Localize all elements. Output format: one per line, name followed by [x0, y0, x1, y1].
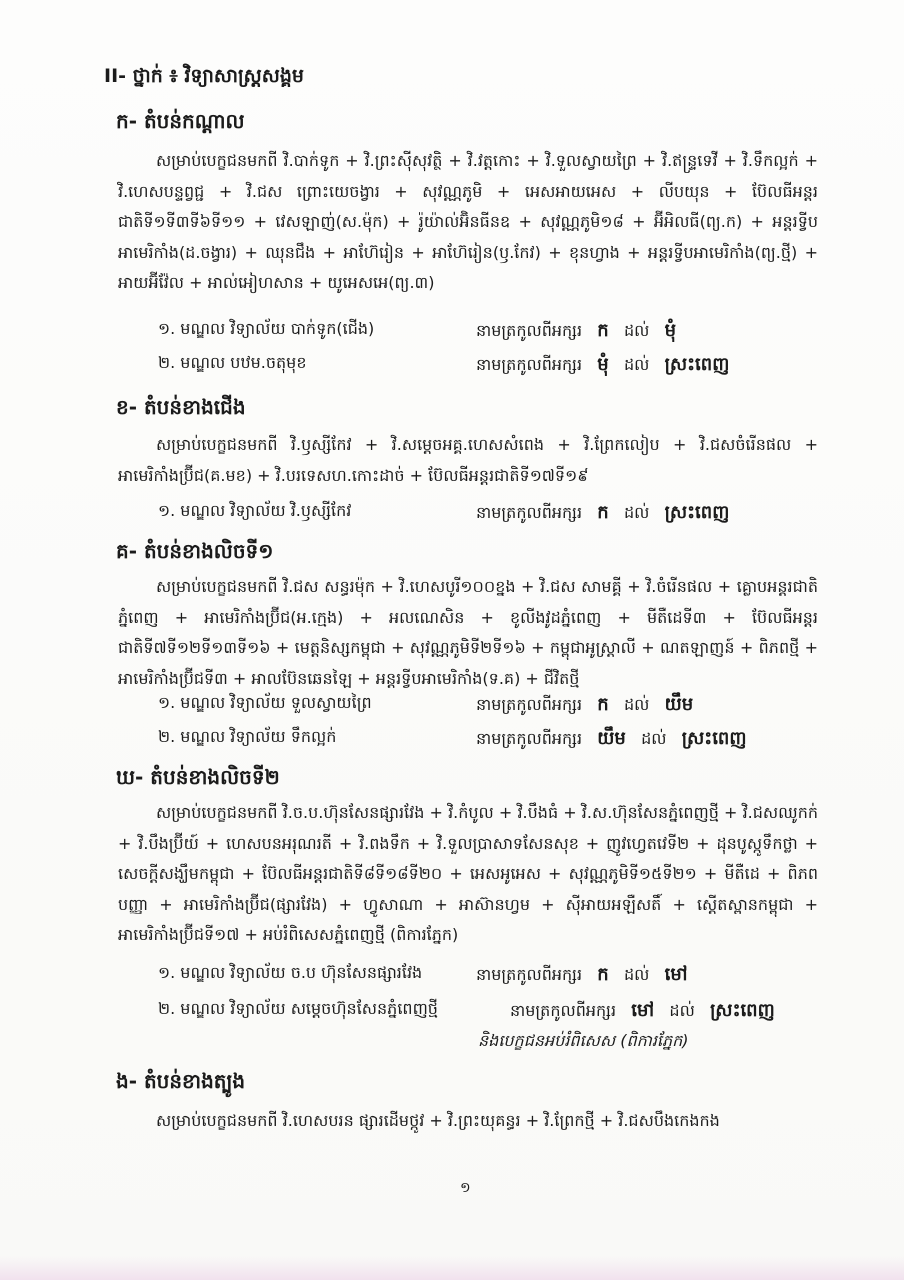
surname-range: នាមត្រកូលពីអក្សរ ក ដល់ មៅ	[476, 964, 688, 985]
surname-range: នាមត្រកូលពីអក្សរ ក ដល់ យឹម	[476, 694, 694, 715]
section-intro-west-2	[118, 798, 818, 951]
center-name: ១. មណ្ឌល វិទ្យាល័យ បាក់ទូក(ជើង)	[158, 319, 375, 338]
intro-label: សម្រាប់បេក្ខជនមកពី	[156, 803, 278, 822]
intro-label: សម្រាប់បេក្ខជនមកពី	[156, 435, 278, 454]
section-title-north: ខ- តំបន់ខាងជើង	[116, 395, 246, 419]
bottom-edge-tint	[0, 1256, 904, 1280]
section-title-west-1: គ- តំបន់ខាងលិចទី១	[116, 539, 274, 563]
intro-label: សម្រាប់បេក្ខជនមកពី	[156, 577, 278, 596]
center-line	[158, 352, 818, 382]
intro-schools: វិ.ឫស្សីកែវ + វិ.សម្តេចអគ្គ.ហេសសំពេង + វិ.ព្រែកលៀប + វិ.ជសចំរើនផល + អាមេរិកាំងប្រ៊ីជ(គ.មខ) + វិ.បរទេសហ.កោះដាច់ + ប៊ែលធីអន្តរជាតិទី១៧ទី១៩	[118, 435, 818, 485]
page-number: ១	[460, 1180, 471, 1196]
center-name: ២. មណ្ឌល វិទ្យាល័យ សម្តេចហ៊ុនសែនភ្នំពេញថ្មី	[158, 999, 438, 1018]
section-intro-north	[118, 430, 818, 491]
center-line	[158, 998, 818, 1028]
section-intro-west-1	[118, 572, 818, 694]
center-name: ២. មណ្ឌល បឋម.ចតុមុខ	[158, 353, 307, 372]
intro-schools: វិ.ហេសបរន ផ្សារដើមថ្កូវ + វិ.ព្រះយុគន្ធរ + វិ.ព្រែកថ្មី + វិ.ជសបឹងកេងកង	[282, 1111, 720, 1130]
surname-range: នាមត្រកូលពីអក្សរ យឹម ដល់ ស្រះពេញ	[476, 728, 747, 749]
surname-range: នាមត្រកូលពីអក្សរ ក ដល់ មុំ	[476, 320, 677, 341]
surname-range: នាមត្រកូលពីអក្សរ មុំ ដល់ ស្រះពេញ	[476, 354, 730, 375]
center-name: ២. មណ្ឌល វិទ្យាល័យ ទឹកល្អក់	[158, 727, 337, 746]
center-name: ១. មណ្ឌល វិទ្យាល័យ ទួលស្វាយព្រៃ	[158, 693, 372, 712]
main-heading: II- ថ្នាក់ ៖ វិទ្យាសាស្ត្រសង្គម	[104, 65, 304, 87]
intro-schools: វិ.ជស សន្ធរម៉ុក + វិ.ហេសបូរី១០០ខ្នង + វិ.ជស សាមគ្គី + វិ.ចំរើនផល + គ្លោបអន្តរជាតិភ្នំពេញ + អាមេរិកាំងប្រ៊ីជ(អ.ក្មេង) + អលណេសិន + ខូលីងវូដភ្នំពេញ + មីតឺដេទី៣ + ប៊ែលធីអន្តរជាតិទី៧ទី១២ទី១៣ទី១៦ + មេត្តនិស្សកម្ពុជា + សុវណ្ណភូមិទី២ទី១៦ + កម្ពុជាអូស្ត្រាលី + ណតឡាញន៍ + ពិភពថ្មី + អាមេរិកាំងប្រ៊ីជទី៣ + អាលប៊ែនឆេនឡៃ + អន្តរទ្វីបអាមេរិកាំង(ទ.គ) + ជីវិតថ្មី	[118, 577, 818, 688]
center-line	[158, 318, 818, 348]
intro-label: សម្រាប់បេក្ខជនមកពី	[156, 1111, 278, 1130]
center-name: ១. មណ្ឌល វិទ្យាល័យ ច.ប ហ៊ុនសែនផ្សារវែង	[158, 963, 423, 982]
center-line	[158, 726, 818, 756]
section-title-west-2: ឃ- តំបន់ខាងលិចទី២	[116, 765, 280, 789]
section-title-south: ង- តំបន់ខាងត្បូង	[116, 1069, 246, 1093]
center-line	[158, 692, 818, 722]
section-intro-south	[118, 1106, 818, 1137]
intro-label: សម្រាប់បេក្ខជនមកពី	[156, 151, 278, 170]
center-line	[158, 962, 818, 992]
surname-range: នាមត្រកូលពីអក្សរ ក ដល់ ស្រះពេញ	[476, 502, 730, 523]
center-name: ១. មណ្ឌល វិទ្យាល័យ វិ.ឫស្សីកែវ	[158, 501, 352, 520]
center-line	[158, 500, 818, 530]
special-education-note: និងបេក្ខជនអប់រំពិសេស (ពិការភ្នែក)	[478, 1031, 689, 1050]
intro-schools: វិ.ច.ប.ហ៊ុនសែនផ្សារវែង + វិ.កំបូល + វិ.បឹងធំ + វិ.ស.ហ៊ុនសែនភ្នំពេញថ្មី + វិ.ជសឈូកក់ + វិ.បឹងប្រ៊ីយ៍ + ហេសបនអរុណរតី + វិ.ពងទឹក + វិ.ទួលប្រាសាទសែនសុខ + ញូវហ្វេតវេទី២ + ដុនបូស្កូទឹកថ្លា + សេចក្តីសង្ឃឹមកម្ពុជា + ប៊ែលធីអន្តរជាតិទី៨ទី១៨ទី២០ + អេសអូអេស + សុវណ្ណភូមិទី១៥ទី២១ + មីតឺដេ + ពិភពបញ្ញា + អាមេរិកាំងប្រ៊ីជ(ផ្សារវែង) + ហ្វូសាណា + អាស៊ានហ្វម + ស៊ីអាយអឡឺសតិ៍ + ស្តើតស្ពានកម្ពុជា + អាមេរិកាំងប្រ៊ីជទី១៧ + អប់រំពិសេសភ្នំពេញថ្មី (ពិការភ្នែក)	[118, 803, 819, 944]
surname-range: នាមត្រកូលពីអក្សរ មៅ ដល់ ស្រះពេញ	[510, 1000, 775, 1021]
section-intro-central	[118, 146, 818, 299]
intro-schools: វិ.បាក់ទូក + វិ.ព្រះស៊ីសុវត្ថិ + វិ.វត្តកោះ + វិ.ទួលស្វាយព្រៃ + វិ.ឥន្ទ្រទេវី + វិ.ទឹកល្អក់ + វិ.ហេសបន្ទព្វជ្ជ + វិ.ជស ព្រោះយេចង្វារ + សុវណ្ណភូមិ + អេសអាយអេស + លីបយុន + ប៊ែលធីអន្តរជាតិទី១ទី៣ទី៦ទី១១ + វេសឡាញ់(ស.ម៉ុក) + រ៉ូយ៉ាល់អ៊ិនធីនឧ + សុវណ្ណភូមិ១៨ + អ៊ីអិលធី(ព្យ.ក) + អន្តរទ្វីបអាមេរិកាំង(ដ.ចង្វារ) + ឈុនជឹង + អាហ៊ែរៀន + អាហ៊ែរៀន(ឫ.កែវ) + ខុនហ្វាង + អន្តរទ្វីបអាមេរិកាំង(ព្យ.ថ្មី) + អាយអ៊ីវ៉ែល + អាល់អៀហសាន + យូអេសអេ(ព្យ.៣)	[118, 151, 818, 292]
section-title-central: ក- តំបន់កណ្តាល	[116, 109, 245, 133]
